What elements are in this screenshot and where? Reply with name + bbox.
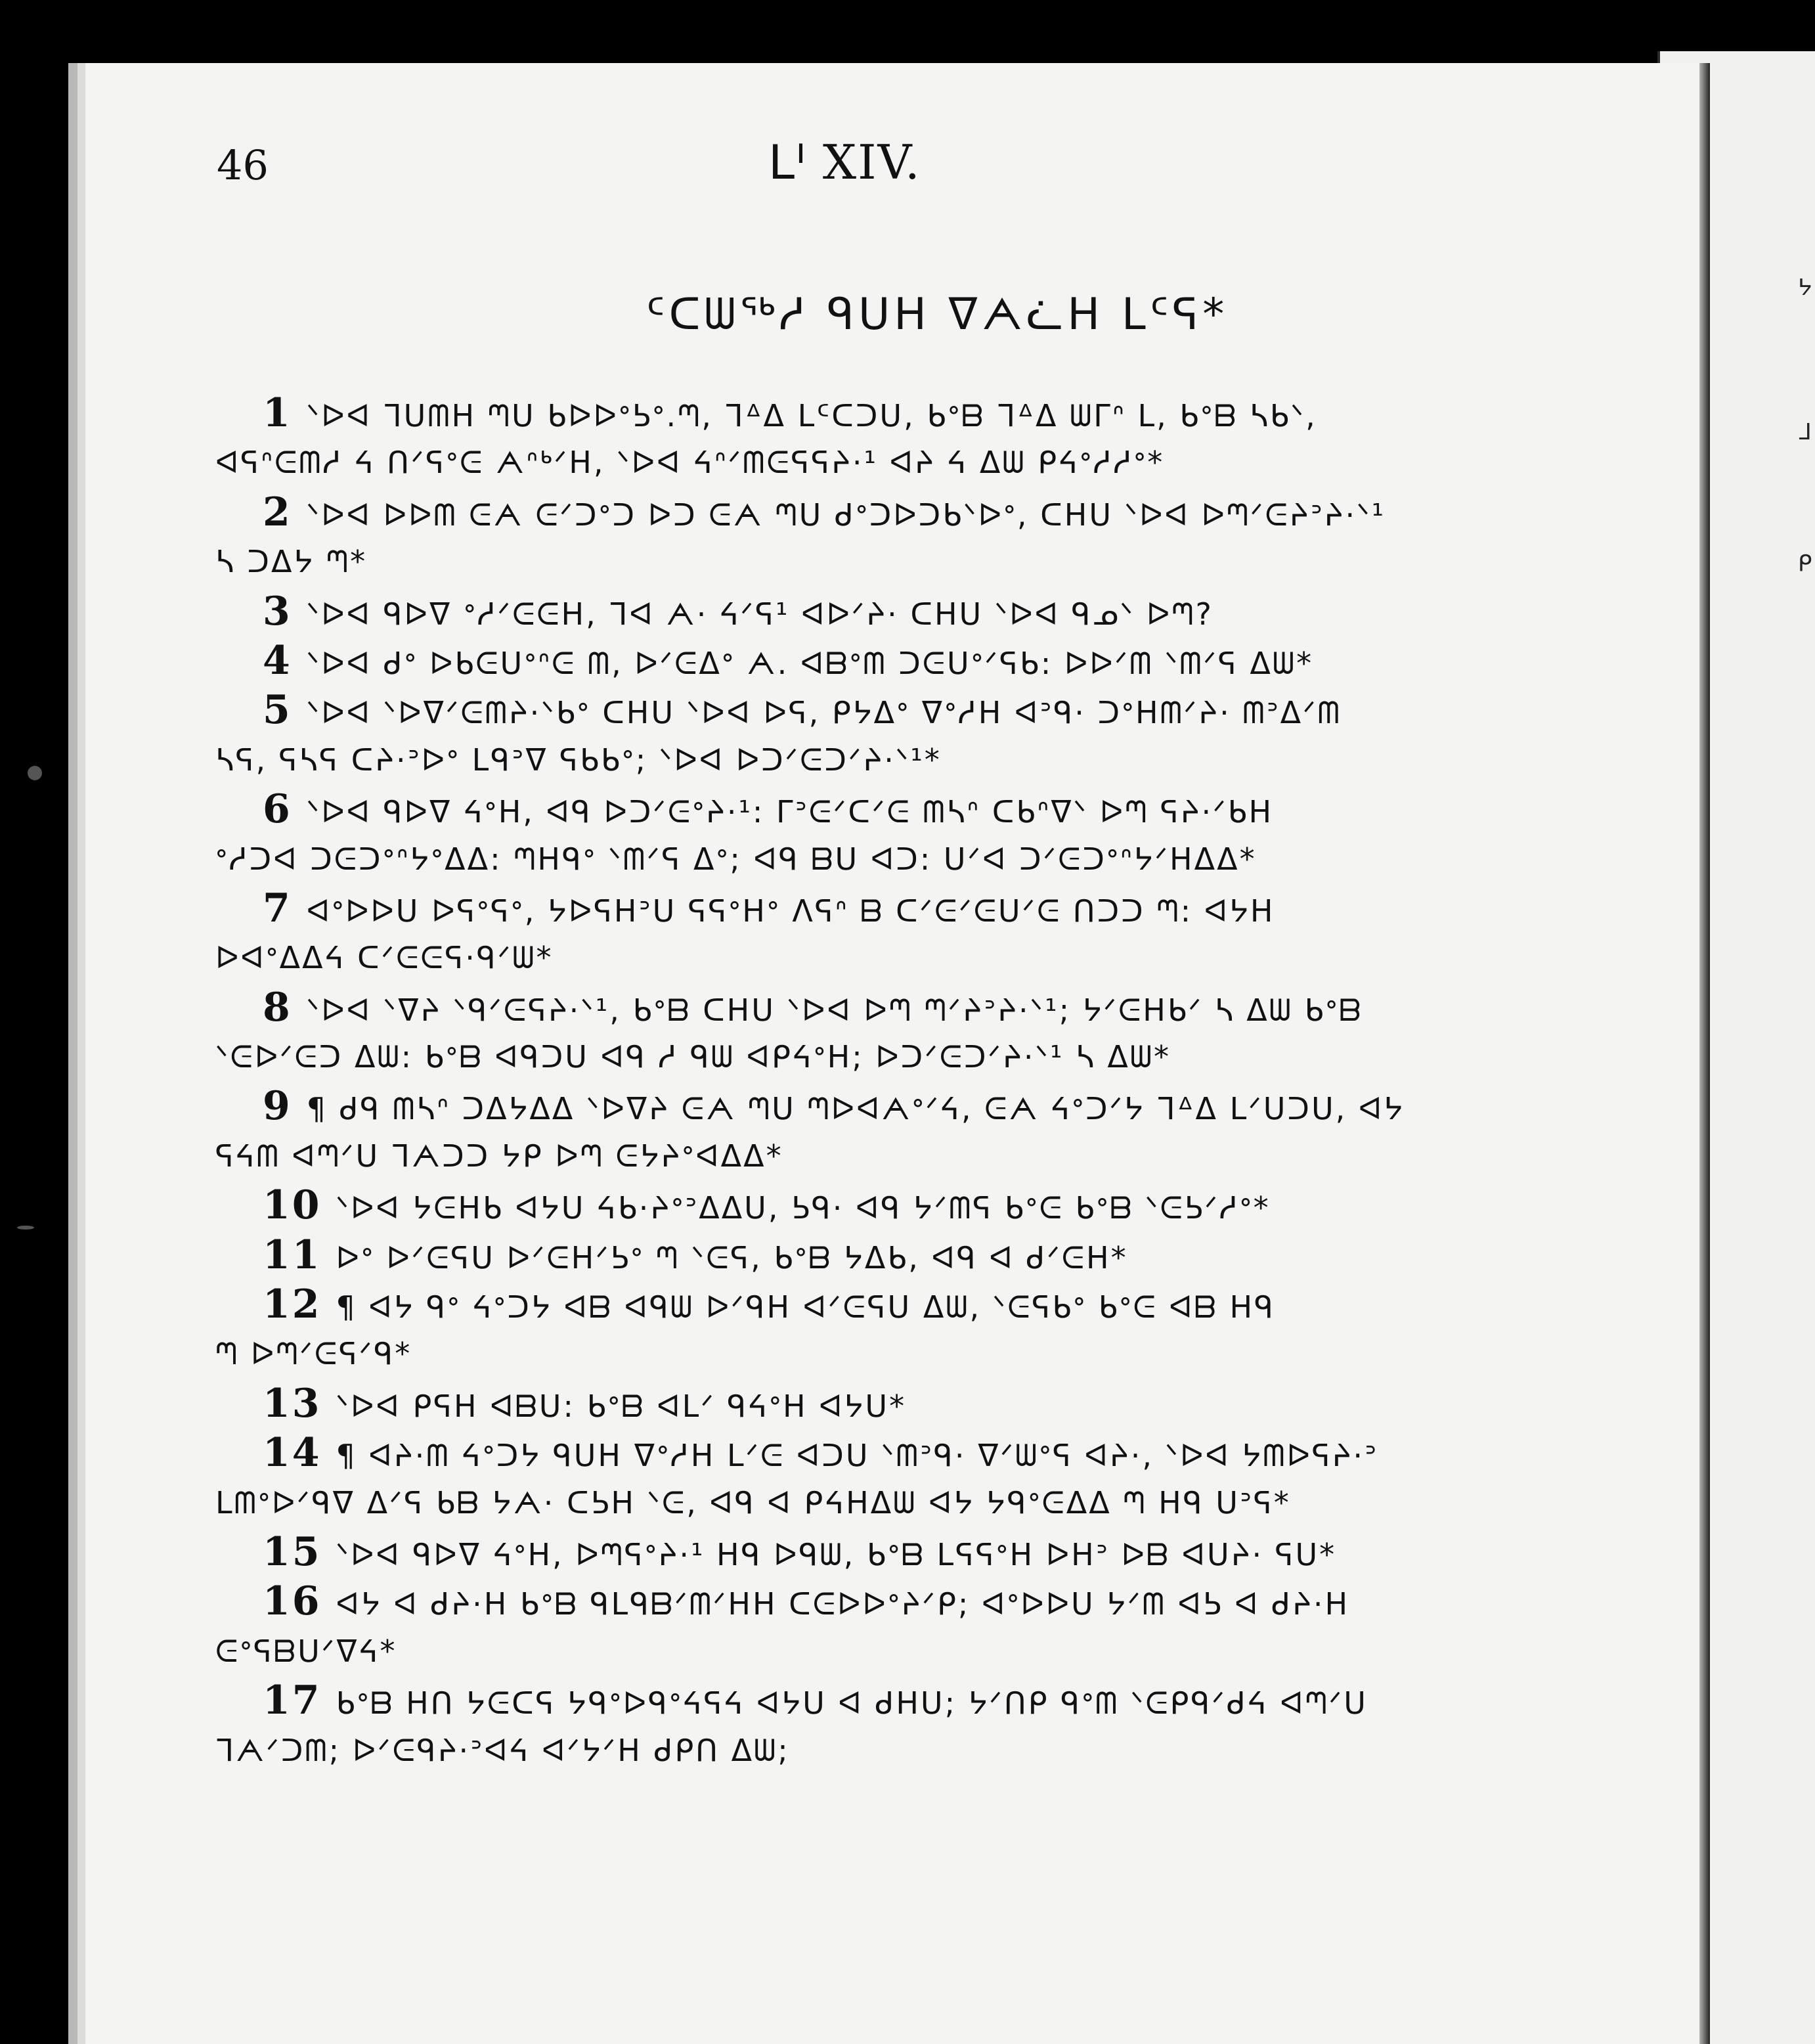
verse-line (215, 1379, 1529, 1429)
verse-text: ᐤᓱᑐᐊ ᑐᕮᑐᐤᐢᔭᐤᐃᐃ: ᘉᕼᑫᐤ ᐠᗰᐟᕋ ᐃᐤ; ᐊᑫ ᗷᑌ ᐊᑐ: ᑌᐟᐊ ᑐᐟᕮᑐᐤᐢᔭᐟᕼᐃᐃ* (215, 841, 1257, 877)
verse-number: 2 (263, 489, 292, 535)
verse-continuation-line (215, 1329, 1529, 1379)
verse-text: ᐠᐅᐊ ᐠᐁᔨ ᐠᑫᐟᕮᕋᔨ·ᐠ¹, ᑲᐤᗷ ᑕᕼᑌ ᐠᐅᐊ ᐅᘉ ᘉᐟᔨᐣᔨ·ᐠ¹; ᔭᐟᕮᕼᑲᐟ ᓴ ᐃᗯ ᑲᐤᗷ (306, 992, 1363, 1028)
verse-number: 8 (263, 984, 292, 1031)
verse-continuation-line (215, 736, 1529, 785)
verse-number: 14 (263, 1430, 322, 1477)
facing-page-fragment: ᒧ (1798, 419, 1812, 445)
verse-text: ᐠᐅᐊ ᔭᕮᕼᑲ ᐊᔭᑌ ᔦᑲ·ᔨᐤᐣᐃᐃᑌ, ᕊᑫ· ᐊᑫ ᔭᐟᗰᕋ ᑲᐤᕮ ᑲᐤᗷ ᐠᕮᕊᐟᓱᐤ* (336, 1190, 1271, 1226)
verse-number: 1 (263, 390, 292, 436)
verse-text: ᐊᐤᐅᐅᑌ ᐅᕋᐤᕋᐤ, ᔭᐅᕋᕼᐣᑌ ᕋᕋᐤᕼᐤ ᐱᕋᐢ ᗷ ᑕᐟᕮᐟᕮᑌᐟᕮ ᑎᑐᑐ ᘉ: ᐊᔭᕼ (306, 893, 1275, 929)
verse-text: ᐠᐅᐊ ᑭᕋᕼ ᐊᗷᑌ: ᑲᐤᗷ ᐊᒪᐟ ᑫᔦᐤᕼ ᐊᔭᑌ* (336, 1388, 907, 1424)
scan-speck (17, 1226, 34, 1230)
verse-line (215, 1577, 1529, 1626)
chapter-heading: ᑦᑕᗯᖅᓱ ᑫᑌᕼ ᐁᗅᓛᕼ ᒪᑦᕋ* (645, 289, 1229, 340)
verse-text: ᐠᕮᐅᐟᕮᑐ ᐃᗯ: ᑲᐤᗷ ᐊᑫᑐᑌ ᐊᑫ ᓱ ᑫᗯ ᐊᑭᔦᐤᕼ; ᐅᑐᐟᕮᑐᐟᔨ·ᐠ¹ ᓴ ᐃᗯ* (215, 1039, 1171, 1075)
verse-line (215, 1231, 1529, 1280)
verse-text: ᑲᐤᗷ ᕼᑎ ᔭᕮᑕᕋ ᔭᑫᐤᐅᑫᐤᔦᕋᔦ ᐊᔭᑌ ᐊ ᑯᕼᑌ; ᔭᐟᑎᑭ ᑫᐤᗰ ᐠᕮᑭᑫᐟᑯᔦ ᐊᘉᐟᑌ (336, 1685, 1368, 1722)
running-title: ᒪᑊ XIV. (768, 135, 921, 190)
verse-text: ᐠᐅᐊ ᑫᐅᐁ ᔦᐤᕼ, ᐊᑫ ᐅᑐᐟᕮᐤᔨ·¹: ᒥᐣᕮᐟᑕᐟᕮ ᗰᓴᐢ ᑕᑲᐢᐁᐠ ᐅᘉ ᕋᔨ·ᐟᑲᕼ (306, 794, 1274, 830)
verse-continuation-line (215, 835, 1529, 884)
facing-page-fragment: ᔭ (1798, 275, 1812, 301)
verse-line (215, 488, 1529, 537)
verse-line (215, 884, 1529, 933)
verse-text: ᐊᔭ ᐊ ᑯᔨ·ᕼ ᑲᐤᗷ ᑫᒪᑫᗷᐟᗰᐟᕼᕼ ᑕᕮᐅᐅᐤᔨᐟᑭ; ᐊᐤᐅᐅᑌ ᔭᐟᗰ ᐊᕊ ᐊ ᑯᔨ·ᕼ (336, 1586, 1350, 1622)
verse-continuation-line (215, 1726, 1529, 1775)
verse-continuation-line (215, 1627, 1529, 1676)
verse-number: 16 (263, 1578, 322, 1625)
verse-continuation-line (215, 933, 1529, 983)
verse-line (215, 1676, 1529, 1725)
scan-speck (28, 766, 42, 780)
verse-text: ¶ ᐊᔨ·ᗰ ᔦᐤᑐᔭ ᑫᑌᕼ ᐁᐤᓱᕼ ᒪᐟᕮ ᐊᑐᑌ ᐠᗰᐣᑫ· ᐁᐟᗯᐤᕋ ᐊᔨ·, ᐠᐅᐊ ᔭᗰᐅᕋᔨ·ᐣ (336, 1438, 1379, 1474)
page-header (217, 135, 1530, 194)
verse-line (215, 1429, 1529, 1478)
verse-number: 4 (263, 637, 292, 684)
verse-number: 6 (263, 786, 292, 833)
verse-line (215, 587, 1529, 636)
body-text (215, 389, 1529, 1775)
verse-text: ᓴ ᑐᐃᔭ ᘉ* (215, 544, 368, 580)
verse-number: 9 (263, 1083, 292, 1130)
verse-text: ᐠᐅᐊ ᐅᐅᗰ ᕮᗅ ᕮᐟᑐᐤᑐ ᐅᑐ ᕮᗅ ᘉᑌ ᑯᐤᑐᐅᑐᑲᐠᐅᐤ, ᑕᕼᑌ ᐠᐅᐊ ᐅᘉᐟᕮᔨᐣᔨ·ᐠ¹ (306, 497, 1386, 533)
verse-text: ᐅᐊᐤᐃᐃᔦ ᑕᐟᕮᕮᕋ·ᑫᐟᗯ* (215, 940, 554, 976)
verse-number: 17 (263, 1677, 322, 1724)
verse-line (215, 1280, 1529, 1329)
verse-number: 12 (263, 1281, 322, 1328)
verse-number: 3 (263, 588, 292, 634)
verse-text: ᐠᐅᐊ ᑫᐅᐁ ᐤᓱᐟᕮᕮᕼ, ᒣᐊ ᗅ· ᔦᐟᕋ¹ ᐊᐅᐟᔨ· ᑕᕼᑌ ᐠᐅᐊ ᑫᓄᐠ ᐅᘉ? (306, 596, 1214, 632)
page-number: 46 (217, 141, 269, 189)
verse-number: 7 (263, 885, 292, 931)
verse-line (215, 1082, 1529, 1131)
verse-continuation-line (215, 438, 1529, 487)
verse-text: ᐠᐅᐊ ᑫᐅᐁ ᔦᐤᕼ, ᐅᘉᕋᐤᔨ·¹ ᕼᑫ ᐅᑫᗯ, ᑲᐤᗷ ᒪᕋᕋᐤᕼ ᐅᕼᐣ ᐅᗷ ᐊᑌᔨ· ᕋᑌ* (336, 1536, 1337, 1572)
verse-text: ᒣᗅᐟᑐᗰ; ᐅᐟᕮᑫᔨ·ᐣᐊᔦ ᐊᐟᔭᐟᕼ ᑯᑭᑎ ᐃᗯ; (215, 1732, 790, 1768)
verse-number: 11 (263, 1232, 322, 1278)
verse-text: ᘉ ᐅᘉᐟᕮᕋᐟᑫ* (215, 1336, 412, 1372)
facing-page-fragment: ᑭ (1798, 550, 1812, 577)
scan-border-top (0, 0, 1815, 59)
verse-text: ᕋᔦᗰ ᐊᘉᐟᑌ ᒣᗅᑐᑐ ᔭᑭ ᐅᘉ ᕮᔭᔨᐤᐊᐃᐃ* (215, 1138, 783, 1174)
verse-text: ᐊᕋᐢᕮᗰᓱ ᔦ ᑎᐟᕋᐤᕮ ᗅᐢᒃᐟᕼ, ᐠᐅᐊ ᔦᐢᐟᗰᕮᕋᕋᔨ·¹ ᐊᔨ ᔦ ᐃᗯ ᑭᔦᐤᓱᓱᐤ* (215, 445, 1165, 481)
verse-continuation-line (215, 537, 1529, 587)
verse-line (215, 983, 1529, 1033)
verse-line (215, 1181, 1529, 1230)
verse-line (215, 636, 1529, 686)
verse-continuation-line (215, 1132, 1529, 1181)
verse-number: 5 (263, 687, 292, 734)
verse-text: ¶ ᐊᔭ ᑫᐤ ᔦᐤᑐᔭ ᐊᗷ ᐊᑫᗯ ᐅᐟᑫᕼ ᐊᐟᕮᕋᑌ ᐃᗯ, ᐠᕮᕋᑲᐤ ᑲᐤᕮ ᐊᗷ ᕼᑫ (336, 1289, 1275, 1325)
verse-text: ᒪᗰᐤᐅᐟᑫᐁ ᐃᐟᕋ ᑲᗷ ᔭᗅ· ᑕᕊᕼ ᐠᕮ, ᐊᑫ ᐊ ᑭᔦᕼᐃᗯ ᐊᔭ ᔭᑫᐤᕮᐃᐃ ᘉ ᕼᑫ ᑌᐣᕋ* (215, 1484, 1291, 1521)
verse-text: ᐠᐅᐊ ᐠᐅᐁᐟᕮᗰᔨ·ᐠᑲᐤ ᑕᕼᑌ ᐠᐅᐊ ᐅᕋ, ᑭᔭᐃᐤ ᐁᐤᓱᕼ ᐊᐣᑫ· ᑐᐤᕼᗰᐟᔨ· ᗰᐣᐃᐟᗰ (306, 695, 1342, 731)
verse-text: ᓴᕋ, ᕋᓴᕋ ᑕᔨ·ᐣᐅᐤ ᒪᑫᐣᐁ ᕋᑲᑲᐤ; ᐠᐅᐊ ᐅᑐᐟᕮᑐᐟᔨ·ᐠ¹* (215, 742, 942, 778)
verse-text: ᐠᐅᐊ ᒣᑌᗰᕼ ᘉᑌ ᑲᐅᐅᐤᕊᐤ.ᘉ, ᒣᐞᐃ ᒪᑦᑕᑐᑌ, ᑲᐤᗷ ᒣᐞᐃ ᗯᒥᐢ ᒪ, ᑲᐤᗷ ᓴᑲᐠ, (306, 398, 1317, 433)
verse-continuation-line (215, 1033, 1529, 1082)
verse-number: 13 (263, 1380, 322, 1427)
verse-line (215, 389, 1529, 438)
verse-text: ¶ ᑯᑫ ᗰᓴᐢ ᑐᐃᔭᐃᐃ ᐠᐅᐁᔨ ᕮᗅ ᘉᑌ ᘉᐅᐊᗅᐤᐟᔦ, ᕮᗅ ᔦᐤᑐᐟᔭ ᒣᐞᐃ ᒪᐟᑌᑐᑌ, ᐊᔭ (306, 1091, 1405, 1127)
verse-text: ᐅᐤ ᐅᐟᕮᕋᑌ ᐅᐟᕮᕼᐟᕊᐤ ᘉ ᐠᕮᕋ, ᑲᐤᗷ ᔭᐃᑲ, ᐊᑫ ᐊ ᑯᐟᕮᕼ* (336, 1239, 1128, 1276)
verse-line (215, 686, 1529, 735)
verse-continuation-line (215, 1478, 1529, 1528)
verse-number: 15 (263, 1528, 322, 1575)
verse-line (215, 1528, 1529, 1577)
verse-number: 10 (263, 1182, 322, 1229)
verse-line (215, 785, 1529, 834)
verse-text: ᕮᐤᕋᗷᑌᐟᐁᔦ* (215, 1633, 397, 1669)
verse-text: ᐠᐅᐊ ᑯᐤ ᐅᑲᕮᑌᐤᐢᕮ ᗰ, ᐅᐟᕮᐃᐤ ᗅ. ᐊᗷᐤᗰ ᑐᕮᑌᐤᐟᕋᑲ: ᐅᐅᐟᗰ ᐠᗰᐟᕋ ᐃᗯ* (306, 645, 1314, 681)
